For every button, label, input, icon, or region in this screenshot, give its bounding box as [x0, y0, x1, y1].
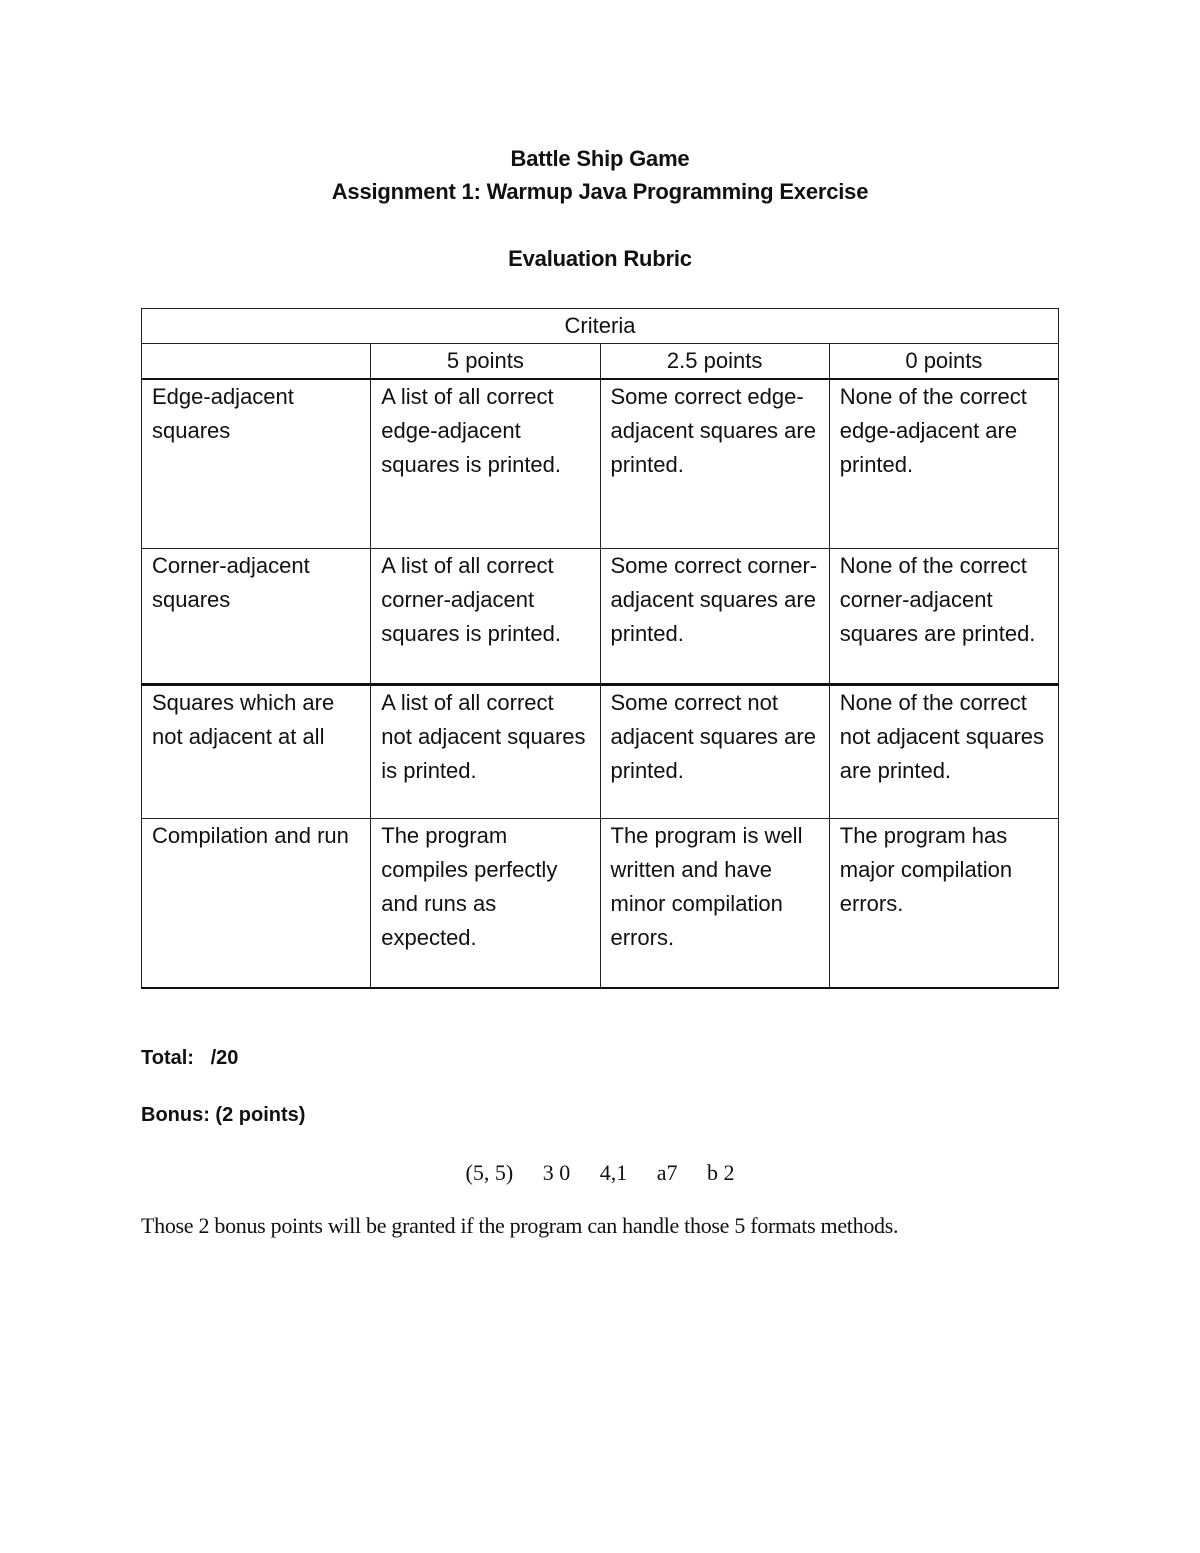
table-row: [142, 818, 1059, 988]
document-title: Battle Ship Game: [510, 146, 690, 171]
five-points-cell: The program compiles perfectly and runs as expected.: [371, 818, 600, 988]
format-example: a7: [656, 1160, 678, 1185]
two-five-points-cell: Some correct not adjacent squares are printed.: [600, 684, 829, 818]
column-header-2-5-points: 2.5 points: [600, 344, 829, 380]
format-example: b 2: [706, 1160, 735, 1185]
rubric-heading: Evaluation Rubric: [508, 246, 692, 271]
two-five-points-cell: Some correct corner-adjacent squares are printed.: [600, 548, 829, 684]
table-row: [142, 548, 1059, 684]
criterion-cell: Corner-adjacent squares: [142, 548, 371, 684]
column-header-empty: [142, 344, 371, 380]
criterion-cell: Edge-adjacent squares: [142, 379, 371, 548]
format-example: 3 0: [542, 1160, 571, 1185]
criterion-cell: Squares which are not adjacent at all: [142, 684, 371, 818]
column-header-5-points: 5 points: [371, 344, 600, 380]
zero-points-cell: None of the correct edge-adjacent are printed.: [829, 379, 1058, 548]
rubric-table: [141, 308, 1059, 989]
column-header-0-points: 0 points: [829, 344, 1058, 380]
total-score: Total: /20: [141, 1047, 239, 1069]
table-row: [142, 684, 1059, 818]
bonus-note: Those 2 bonus points will be granted if the program can handle those 5 formats methods.: [141, 1213, 899, 1238]
zero-points-cell: None of the correct corner-adjacent squares are printed.: [829, 548, 1058, 684]
assignment-title: Assignment 1: Warmup Java Programming Exercise: [331, 179, 869, 204]
criterion-cell: Compilation and run: [142, 818, 371, 988]
bonus-label: Bonus: (2 points): [141, 1104, 306, 1126]
table-row: [142, 379, 1059, 548]
criteria-header-row: [142, 309, 1059, 344]
five-points-cell: A list of all correct corner-adjacent squares is printed.: [371, 548, 600, 684]
bonus-formats: [0, 1160, 1200, 1186]
five-points-cell: A list of all correct edge-adjacent squares is printed.: [371, 379, 600, 548]
zero-points-cell: None of the correct not adjacent squares are printed.: [829, 684, 1058, 818]
five-points-cell: A list of all correct not adjacent squares is printed.: [371, 684, 600, 818]
two-five-points-cell: The program is well written and have minor compilation errors.: [600, 818, 829, 988]
format-example: (5, 5): [465, 1160, 514, 1185]
format-example: 4,1: [599, 1160, 628, 1185]
criteria-header: Criteria: [142, 309, 1059, 344]
points-header-row: [142, 344, 1059, 380]
zero-points-cell: The program has major compilation errors.: [829, 818, 1058, 988]
two-five-points-cell: Some correct edge-adjacent squares are printed.: [600, 379, 829, 548]
